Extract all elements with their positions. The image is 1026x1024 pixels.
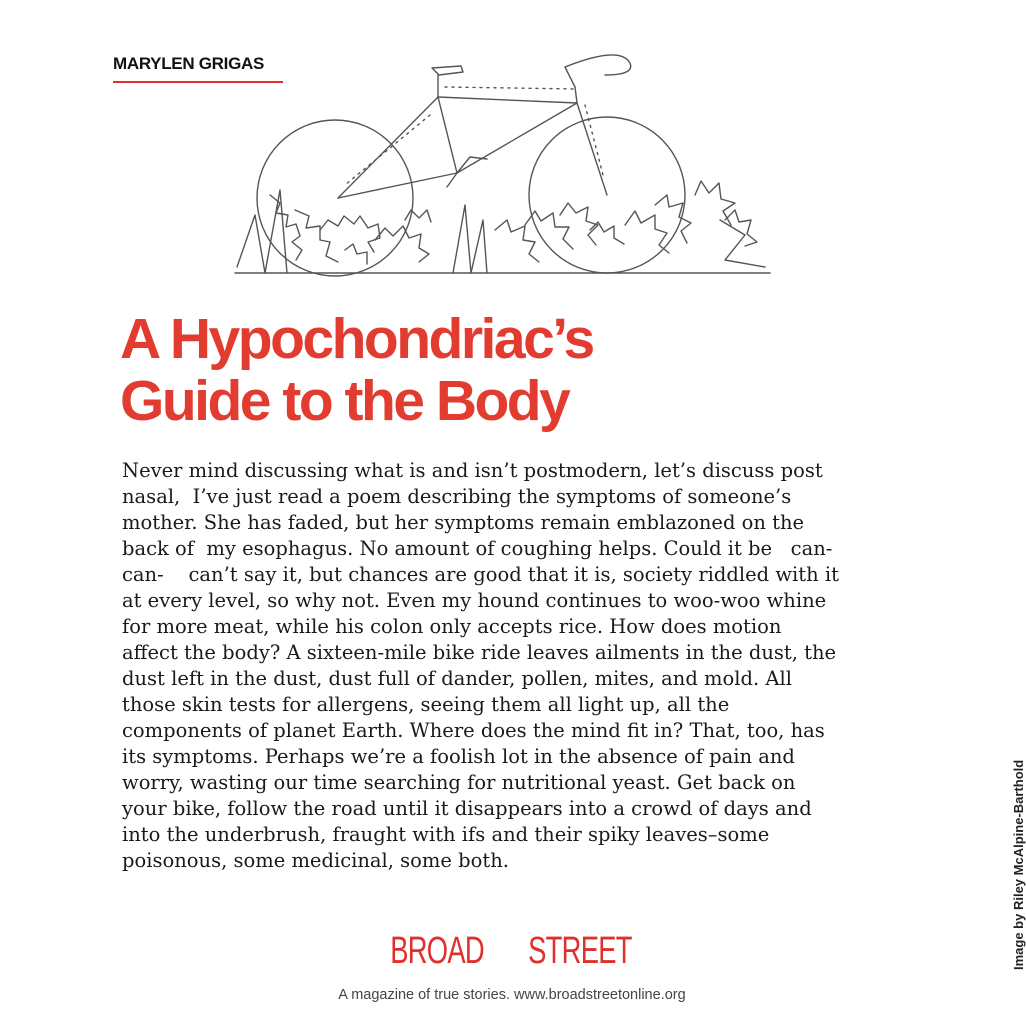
body-line: at every level, so why not. Even my hound continues to woo-woo whine: [122, 589, 827, 612]
body-line: those skin tests for allergens, seeing them all light up, all the: [122, 693, 730, 716]
body-line: nasal, I’ve just read a poem describing the symptoms of someone’s: [122, 485, 792, 508]
article-body: [122, 458, 922, 874]
brand-logo: [0, 930, 1024, 973]
title-line: Guide to the Body: [120, 369, 569, 433]
brand-word-broad: BROAD: [390, 930, 484, 972]
title-line: A Hypochondriac’s: [120, 307, 593, 371]
body-line: affect the body? A sixteen-mile bike ride leaves ailments in the dust, the: [122, 641, 837, 664]
body-line: back of my esophagus. No amount of coughing helps. Could it be can-: [122, 537, 833, 560]
article-title: [120, 308, 593, 432]
body-line: for more meat, while his colon only accepts rice. How does motion: [122, 615, 782, 638]
body-line: its symptoms. Perhaps we’re a foolish lot in the absence of pain and: [122, 745, 795, 768]
body-line: poisonous, some medicinal, some both.: [122, 849, 509, 872]
body-line: your bike, follow the road until it disappears into a crowd of days and: [122, 797, 812, 820]
body-line: Never mind discussing what is and isn’t postmodern, let’s discuss post: [122, 459, 823, 482]
body-line: dust left in the dust, dust full of dander, pollen, mites, and mold. All: [122, 667, 792, 690]
body-line: into the underbrush, fraught with ifs and their spiky leaves–some: [122, 823, 770, 846]
body-line: can- can’t say it, but chances are good that it is, society riddled with it: [122, 563, 839, 586]
brand-word-street: STREET: [528, 930, 632, 972]
body-line: worry, wasting our time searching for nutritional yeast. Get back on: [122, 771, 796, 794]
body-line: components of planet Earth. Where does the mind fit in? That, too, has: [122, 719, 825, 742]
image-credit: Image by Riley McAlpine-Barthold: [1011, 759, 1026, 970]
bicycle-in-leaves-illustration: [225, 45, 785, 285]
tagline: A magazine of true stories. www.broadstreetonline.org: [338, 987, 686, 1003]
author-byline: MARYLEN GRIGAS: [113, 54, 265, 73]
body-line: mother. She has faded, but her symptoms remain emblazoned on the: [122, 511, 805, 534]
